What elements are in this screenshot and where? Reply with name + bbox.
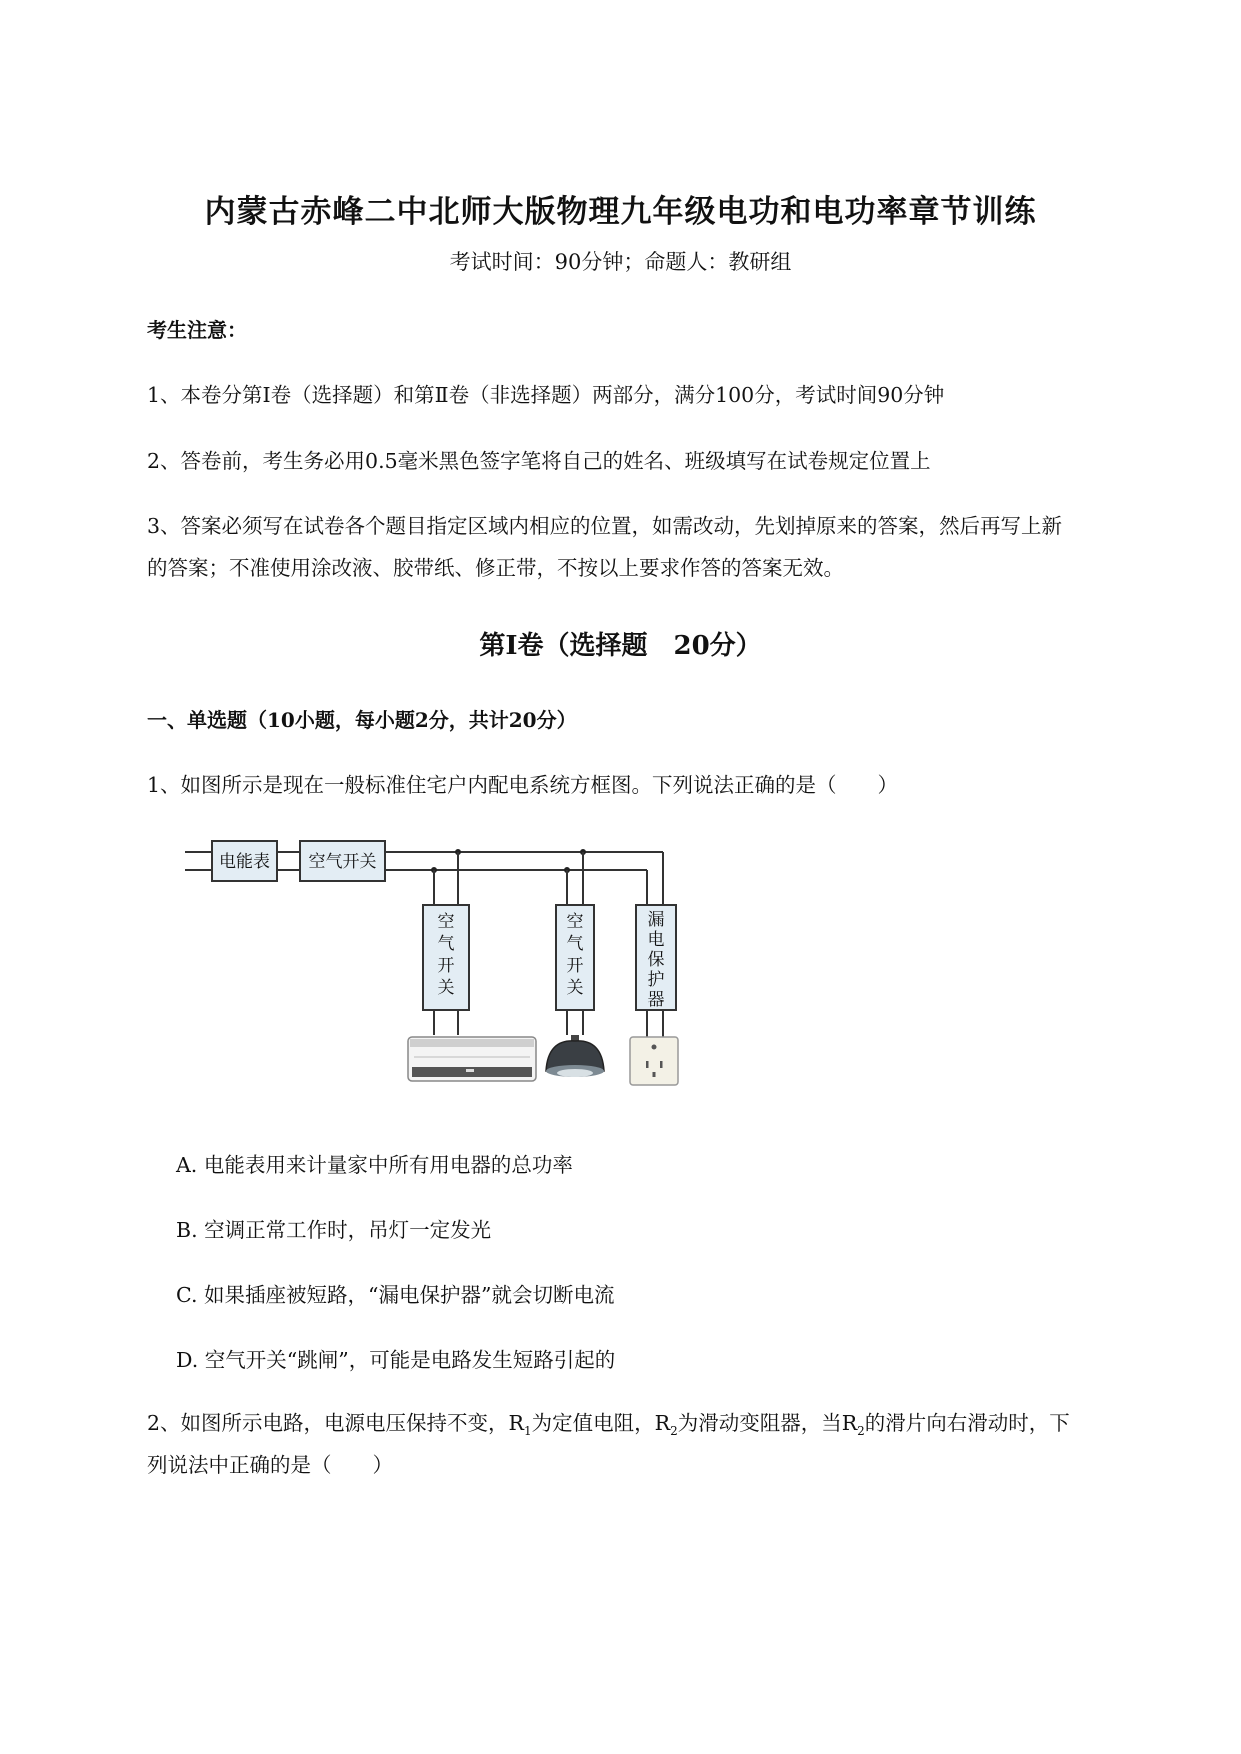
branch-2-char-1: 空	[566, 912, 584, 932]
pendant-lamp-icon	[546, 1035, 604, 1077]
q2-text-2: 为定值电阻，R	[531, 1411, 671, 1435]
question-2-stem	[147, 1406, 1070, 1438]
r1-subscript: 1	[523, 1424, 532, 1439]
q2-text-1: 2、如图所示电路，电源电压保持不变，R	[147, 1411, 524, 1435]
notice-item-2: 2、答卷前，考生务必用0.5毫米黑色签字笔将自己的姓名、班级填写在试卷规定位置上	[147, 449, 931, 473]
branch-2-char-4: 关	[566, 978, 584, 998]
distribution-system-diagram	[180, 835, 740, 1100]
branch-3-char-2: 电	[647, 930, 665, 950]
r2-subscript-b: 2	[857, 1424, 865, 1439]
notice-item-3: 3、答案必须写在试卷各个题目指定区域内相应的位置，如需改动，先划掉原来的答案，然后再写上新	[147, 514, 1063, 538]
notice-item-3-continued: 的答案；不准使用涂改液、胶带纸、修正带，不按以上要求作答的答案无效。	[147, 556, 844, 580]
branch-3-char-3: 保	[647, 950, 665, 970]
main-switch-label: 空气开关	[308, 852, 377, 872]
branch-3-char-4: 护	[647, 970, 665, 990]
branch-1-char-2: 气	[437, 934, 455, 954]
branch-3-char-1: 漏	[647, 910, 665, 930]
branch-2-char-2: 气	[566, 934, 584, 954]
notice-heading: 考生注意：	[147, 318, 247, 342]
part-heading: 一、单选题（10小题，每小题2分，共计20分）	[147, 708, 577, 732]
option-a: A. 电能表用来计量家中所有用电器的总功率	[176, 1153, 573, 1177]
branch-3-char-5: 器	[647, 990, 665, 1010]
air-conditioner-icon	[408, 1037, 536, 1081]
question-1-stem: 1、如图所示是现在一般标准住宅户内配电系统方框图。下列说法正确的是（ ）	[147, 773, 899, 797]
option-c: C. 如果插座被短路，“漏电保护器”就会切断电流	[176, 1283, 615, 1307]
notice-item-1: 1、本卷分第Ⅰ卷（选择题）和第Ⅱ卷（非选择题）两部分，满分100分，考试时间90分钟	[147, 383, 945, 407]
branch-2-char-3: 开	[566, 956, 584, 976]
option-d: D. 空气开关“跳闸”，可能是电路发生短路引起的	[176, 1348, 616, 1372]
branch-1-char-1: 空	[437, 912, 455, 932]
section-title: 第Ⅰ卷（选择题 20分）	[479, 631, 762, 661]
meter-label: 电能表	[219, 852, 270, 872]
wall-socket-icon	[630, 1037, 678, 1085]
branch-1-char-3: 开	[437, 956, 455, 976]
document-title: 内蒙古赤峰二中北师大版物理九年级电功和电功率章节训练	[204, 194, 1037, 230]
question-2-stem-continued: 列说法中正确的是（ ）	[147, 1453, 393, 1477]
exam-info: 考试时间：90分钟；命题人：教研组	[449, 250, 792, 274]
q2-text-4: 的滑片向右滑动时，下	[864, 1411, 1070, 1435]
branch-1-char-4: 关	[437, 978, 455, 998]
r2-subscript: 2	[670, 1424, 678, 1439]
option-b: B. 空调正常工作时，吊灯一定发光	[176, 1218, 492, 1242]
q2-text-3: 为滑动变阻器，当R	[677, 1411, 858, 1435]
